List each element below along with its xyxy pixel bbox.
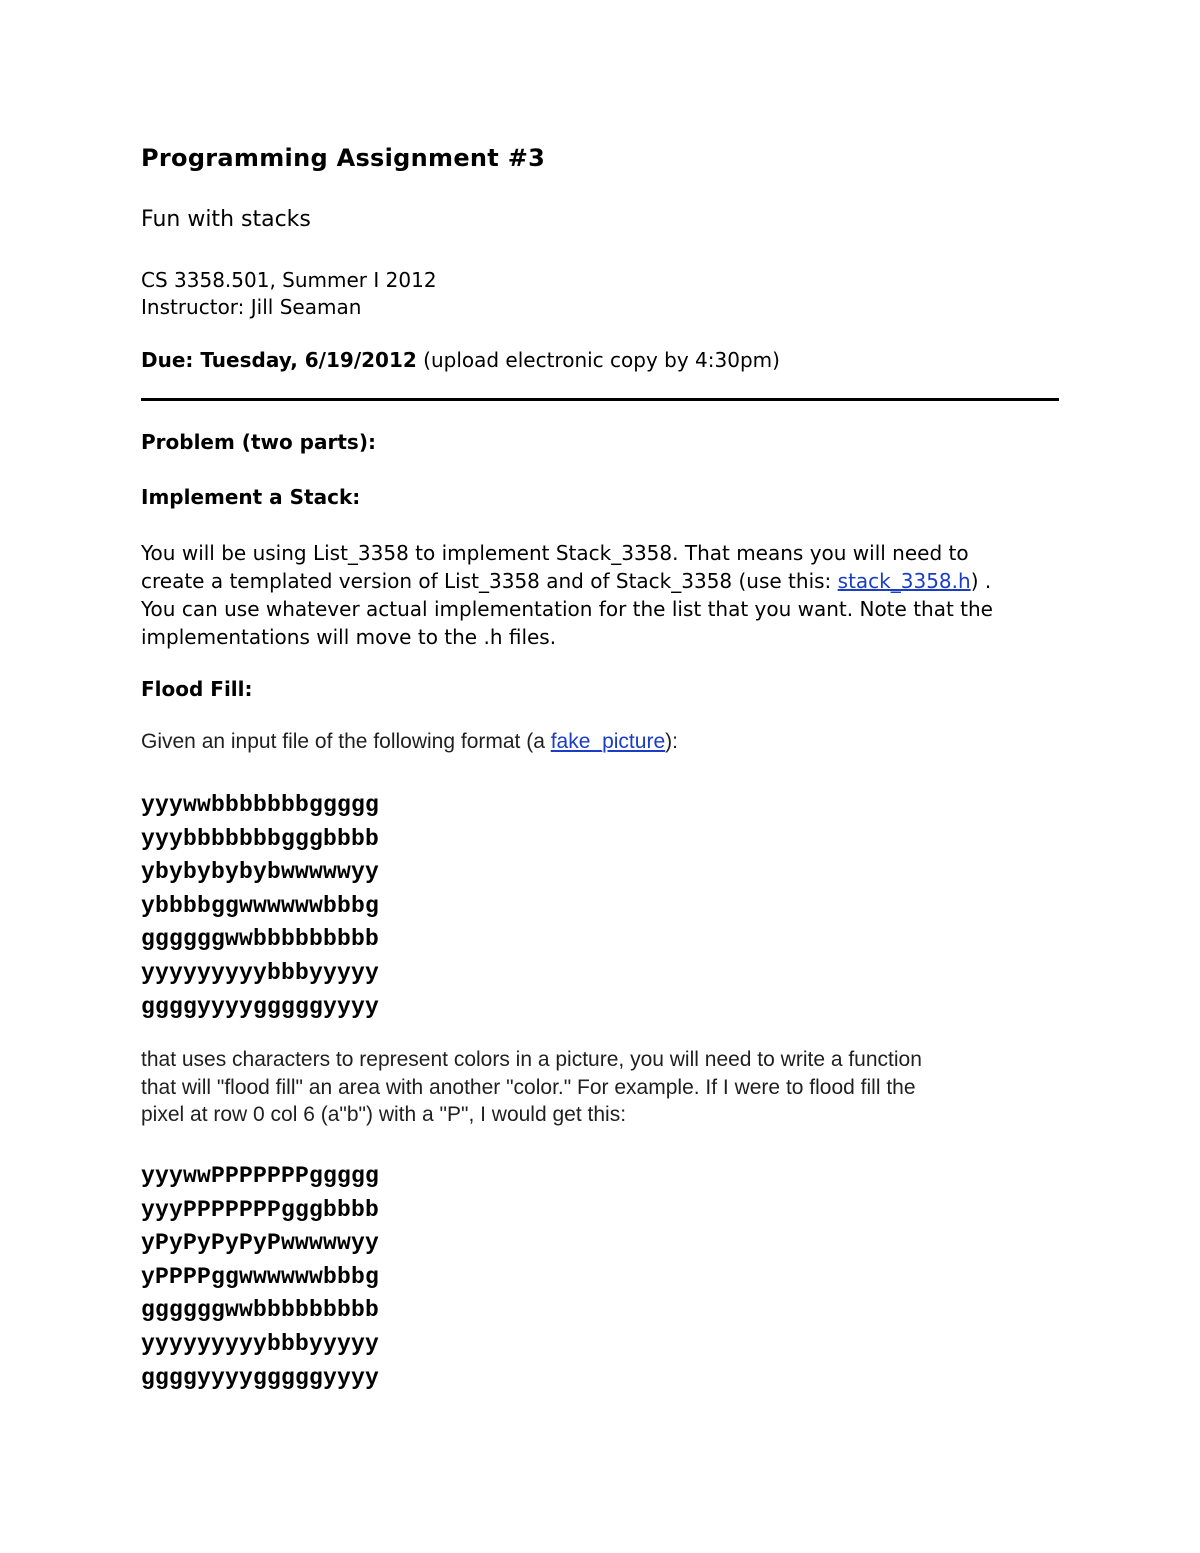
- stack-line-2-end: ) .: [970, 569, 992, 593]
- explanation-line-1: that uses characters to represent colors in a picture, you will need to write a function: [141, 1048, 922, 1071]
- stack-line-2: [141, 567, 993, 595]
- input-grid-row: ybybybybybwwwwwyy: [141, 859, 380, 886]
- output-grid-row: yyyyyyyyybbbyyyyy: [141, 1330, 380, 1357]
- due-date: [141, 348, 780, 372]
- problem-heading: Problem (two parts):: [141, 430, 376, 454]
- page-title: Programming Assignment #3: [141, 144, 546, 172]
- output-grid-row: yPPPPggwwwwwwbbbg: [141, 1263, 380, 1290]
- stack-heading: Implement a Stack:: [141, 485, 361, 509]
- page-subtitle: Fun with stacks: [141, 207, 311, 232]
- explanation-line-2: that will "flood fill" an area with another "color." For example. If I were to flood fill the: [141, 1075, 916, 1099]
- due-note: (upload electronic copy by 4:30pm): [416, 348, 780, 372]
- input-grid-row: yyyyyyyyybbbyyyyy: [141, 959, 380, 986]
- instructor-line: Instructor: Jill Seaman: [141, 295, 362, 319]
- input-grid-row: yyywwbbbbbbbggggg: [141, 792, 380, 818]
- stack-line-2-text: create a templated version of List_3358 and of Stack_3358 (use this:: [141, 569, 838, 593]
- output-grid-row: yyywwPPPPPPPggggg: [141, 1163, 380, 1189]
- course-info: [141, 267, 437, 321]
- flood-intro-text: Given an input file of the following format (a: [141, 730, 551, 753]
- output-grid: [141, 1160, 379, 1395]
- input-grid-row: ggggggwwbbbbbbbbb: [141, 926, 380, 953]
- flood-intro-end: ):: [665, 730, 678, 753]
- course-line: CS 3358.501, Summer I 2012: [141, 268, 437, 292]
- stack-line-4: implementations will move to the .h files.: [141, 625, 557, 649]
- stack-header-link[interactable]: stack_3358.h: [837, 569, 971, 593]
- stack-line-1: You will be using List_3358 to implement Stack_3358. That means you will need to: [141, 541, 969, 565]
- fake-picture-link[interactable]: fake_picture: [550, 730, 666, 753]
- output-grid-row: ggggggwwbbbbbbbbb: [141, 1297, 380, 1324]
- due-label: Due: Tuesday, 6/19/2012: [141, 348, 417, 372]
- explanation-line-3: pixel at row 0 col 6 (a"b") with a "P", I would get this:: [141, 1103, 627, 1126]
- flood-fill-heading: Flood Fill:: [141, 677, 253, 701]
- horizontal-divider: [141, 398, 1059, 401]
- input-grid-row: yyybbbbbbbgggbbbb: [141, 825, 380, 852]
- input-grid-row: ggggyyyygggggyyyy: [141, 993, 380, 1020]
- input-grid-row: ybbbbggwwwwwwbbbg: [141, 892, 380, 919]
- output-grid-row: yPyPyPyPyPwwwwwyy: [141, 1230, 380, 1257]
- stack-line-3: You can use whatever actual implementation for the list that you want. Note that the: [141, 597, 993, 621]
- output-grid-row: ggggyyyygggggyyyy: [141, 1364, 380, 1391]
- flood-explanation: [141, 1046, 922, 1129]
- flood-intro: [141, 730, 678, 754]
- stack-description: [141, 539, 993, 651]
- output-grid-row: yyyPPPPPPPgggbbbb: [141, 1196, 380, 1223]
- input-grid: [141, 789, 379, 1024]
